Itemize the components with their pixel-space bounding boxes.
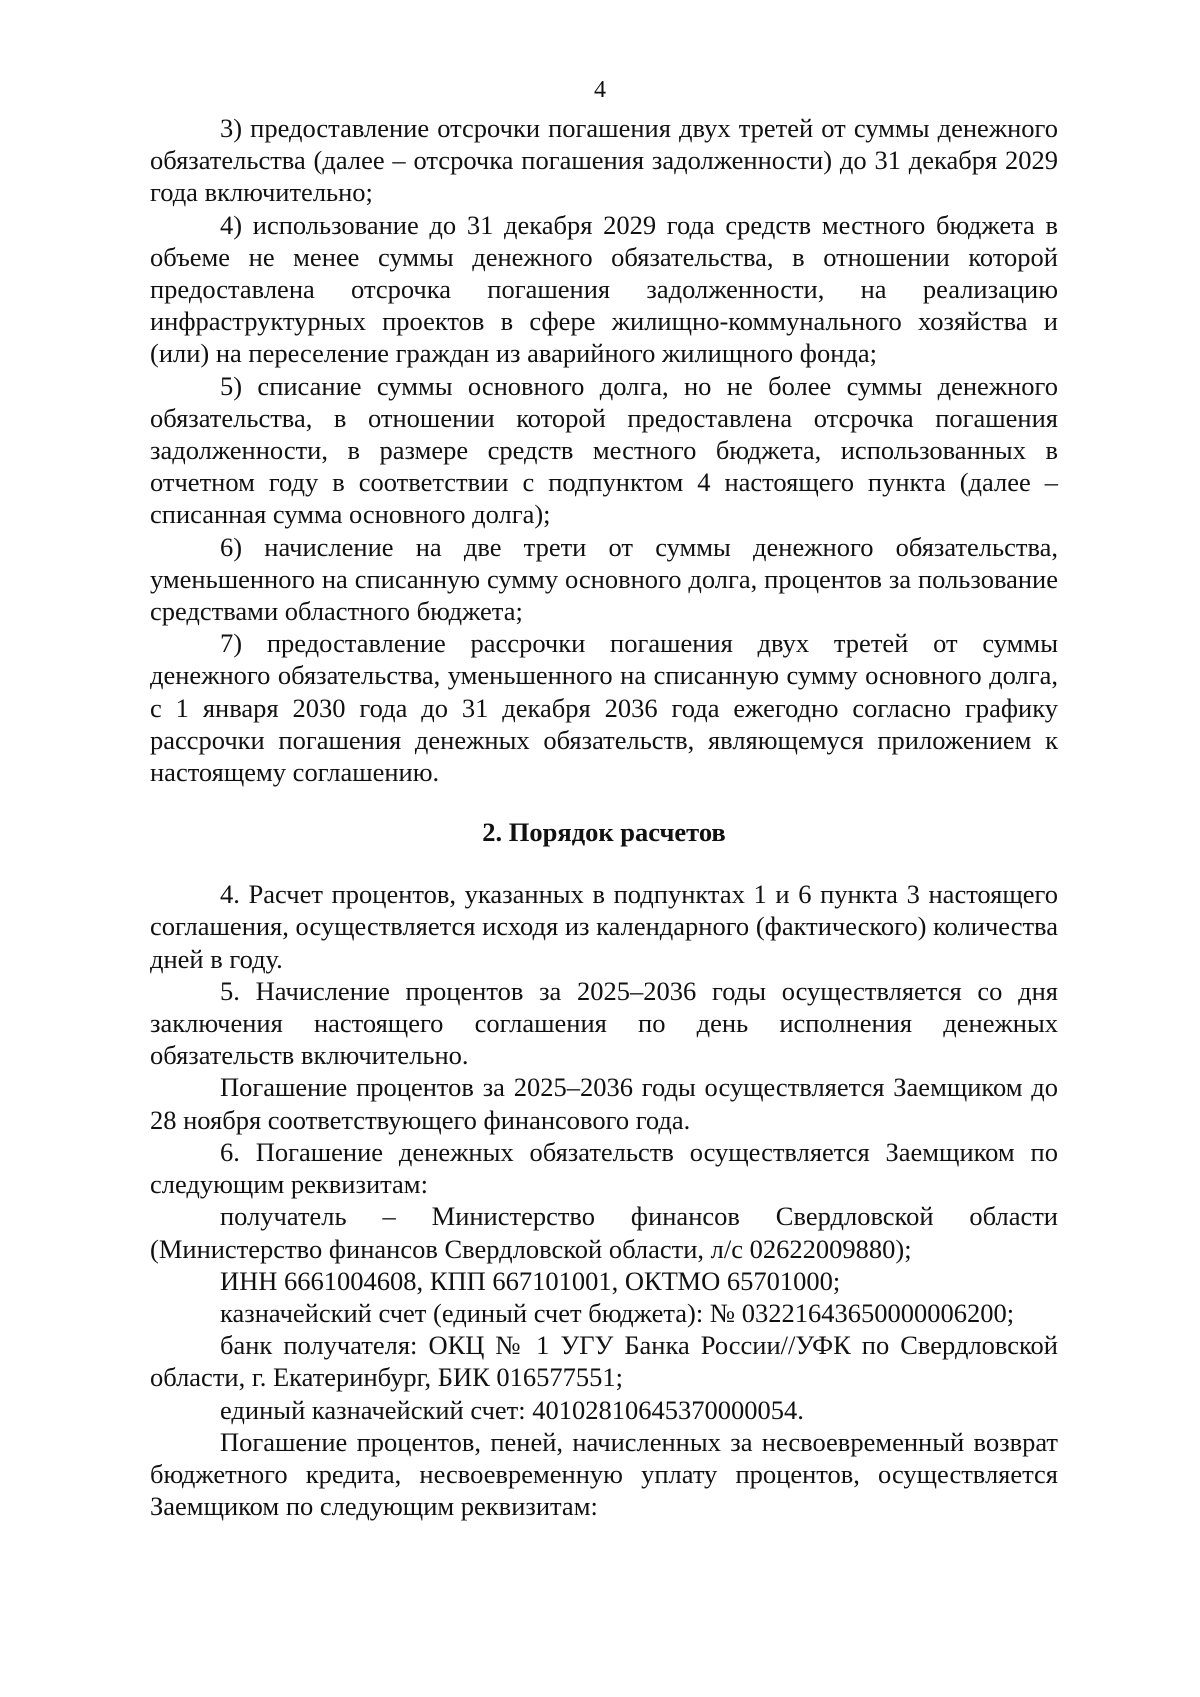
section-1-items	[150, 112, 1058, 788]
paragraph-interest-repayment: Погашение процентов за 2025–2036 годы осуществляется Заемщиком до 28 ноября соответствующего финансового года.	[150, 1072, 1058, 1135]
paragraph-item-3: 3) предоставление отсрочки погашения двух третей от суммы денежного обязательства (далее – отсрочка погашения задолженности) до 31 декабря 2029 года включительно;	[150, 113, 1058, 208]
paragraph-clause-4: 4. Расчет процентов, указанных в подпунктах 1 и 6 пункта 3 настоящего соглашения, осуществляется исходя из календарного (фактического) количества дней в году.	[150, 879, 1058, 974]
paragraph-item-5: 5) списание суммы основного долга, но не более суммы денежного обязательства, в отношении которой предоставлена отсрочка погашения задолженности, в размере средств местного бюджета, использованных в отчетном году в соответствии с подпунктом 4 настоящего пункта (далее – списанная сумма основного долга);	[150, 370, 1058, 530]
paragraph-item-6: 6) начисление на две трети от суммы денежного обязательства, уменьшенного на списанную сумму основного долга, процентов за пользование средствами областного бюджета;	[150, 531, 1058, 627]
section-2-heading: 2. Порядок расчетов	[482, 817, 726, 848]
page-number: 4	[594, 77, 606, 103]
document-body	[150, 112, 1058, 1522]
paragraph-recipient-bank: банк получателя: ОКЦ № 1 УГУ Банка России//УФК по Свердловской области, г. Екатеринбург, БИК 016577551;	[150, 1330, 1058, 1393]
paragraph-inn-kpp-oktmo: ИНН 6661004608, КПП 667101001, ОКТМО 65701000;	[220, 1265, 841, 1296]
paragraph-clause-5: 5. Начисление процентов за 2025–2036 годы осуществляется со дня заключения настоящего соглашения по день исполнения денежных обязательств включительно.	[150, 975, 1058, 1071]
section-2-body	[150, 878, 1058, 1522]
paragraph-recipient: получатель – Министерство финансов Свердловской области (Министерство финансов Свердловской области, л/с 02622009880);	[150, 1201, 1058, 1264]
paragraph-treasury-account: казначейский счет (единый счет бюджета): № 03221643650000006200;	[220, 1297, 1015, 1328]
paragraph-single-treasury-account: единый казначейский счет: 40102810645370000054.	[220, 1394, 804, 1425]
paragraph-clause-6: 6. Погашение денежных обязательств осуществляется Заемщиком по следующим реквизитам:	[150, 1136, 1058, 1200]
paragraph-item-4: 4) использование до 31 декабря 2029 года средств местного бюджета в объеме не менее суммы денежного обязательства, в отношении которой предоставлена отсрочка погашения задолженности, на реализацию инфраструктурных проектов в сфере жилищно-коммунального хозяйства и (или) на переселение граждан из аварийного жилищного фонда;	[150, 209, 1058, 369]
paragraph-item-7: 7) предоставление рассрочки погашения двух третей от суммы денежного обязательства, уменьшенного на списанную сумму основного долга, с 1 января 2030 года до 31 декабря 2036 года ежегодно согласно графику рассрочки погашения денежных обязательств, являющемуся приложением к настоящему соглашению.	[150, 628, 1058, 788]
paragraph-penalty-repayment: Погашение процентов, пеней, начисленных за несвоевременный возврат бюджетного кредита, несвоевременную уплату процентов, осуществляется Заемщиком по следующим реквизитам:	[150, 1426, 1058, 1522]
